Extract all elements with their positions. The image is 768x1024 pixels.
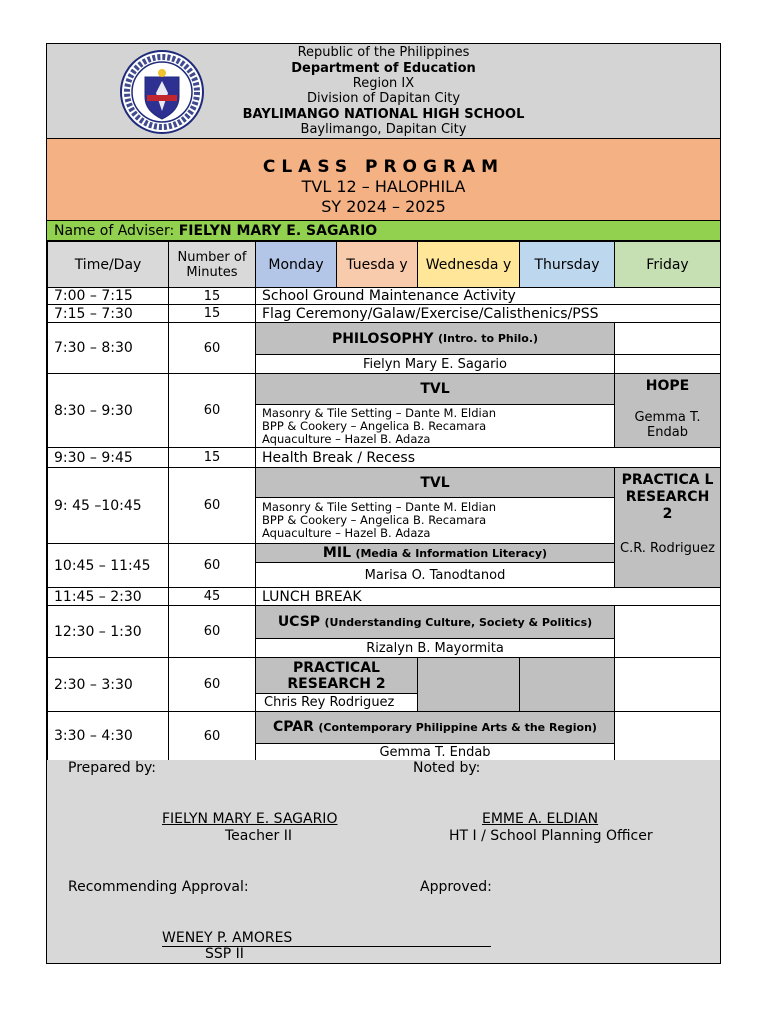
tvl-teacher-line: BPP & Cookery – Angelica B. Recamara: [262, 513, 487, 527]
column-header-wednesday: Wednesda y: [417, 241, 520, 288]
section-name: TVL 12 – HALOPHILA: [301, 177, 466, 196]
adviser-row: [47, 221, 720, 241]
time-cell: 3:30 – 4:30: [47, 711, 169, 761]
subject-cell-ucsp: UCSP (Understanding Culture, Society & Politics): [255, 605, 615, 639]
subject-cell-tvl: TVL: [255, 373, 615, 405]
header-school-name: BAYLIMANGO NATIONAL HIGH SCHOOL: [242, 107, 525, 122]
time-cell: 9: 45 –10:45: [47, 467, 169, 544]
empty-cell: [519, 657, 615, 712]
minutes-cell: 60: [168, 543, 256, 588]
teacher-cell: Rizalyn B. Mayormita: [255, 638, 615, 658]
adviser-label: Name of Adviser:: [54, 223, 175, 239]
column-header-time: Time/Day: [47, 241, 169, 288]
recommending-title: SSP II: [205, 946, 244, 962]
subject-cell-tvl: TVL: [255, 467, 615, 498]
time-cell: 7:15 – 7:30: [47, 304, 169, 323]
header-division: Division of Dapitan City: [306, 91, 461, 106]
time-cell: 11:45 – 2:30: [47, 587, 169, 606]
time-cell: 2:30 – 3:30: [47, 657, 169, 712]
column-header-monday: Monday: [255, 241, 337, 288]
tvl-teachers-cell: [255, 404, 615, 448]
tvl-teacher-line: Aquaculture – Hazel B. Adaza: [262, 526, 431, 540]
empty-cell: [614, 711, 721, 761]
prepared-by-label: Prepared by:: [68, 760, 156, 776]
approved-label: Approved:: [420, 879, 492, 895]
recommending-name: WENEY P. AMORES: [162, 930, 293, 946]
subject-cell-mil: MIL (Media & Information Literacy): [255, 543, 615, 563]
noted-by-label: Noted by:: [413, 760, 481, 776]
minutes-cell: 60: [168, 711, 256, 761]
minutes-cell: 60: [168, 322, 256, 374]
school-year: SY 2024 – 2025: [321, 197, 446, 216]
adviser-name: FIELYN MARY E. SAGARIO: [178, 223, 378, 239]
minutes-cell: 60: [168, 467, 256, 544]
activity-cell: Health Break / Recess: [255, 447, 721, 468]
signature-section: [47, 760, 720, 963]
minutes-cell: 60: [168, 657, 256, 712]
minutes-cell: 45: [168, 587, 256, 606]
friday-teacher: C.R. Rodriguez: [620, 541, 715, 556]
minutes-cell: 15: [168, 287, 256, 305]
minutes-cell: 60: [168, 605, 256, 658]
friday-subject: HOPE: [645, 378, 690, 394]
empty-cell: [614, 605, 721, 658]
tvl-teacher-line: BPP & Cookery – Angelica B. Recamara: [262, 418, 487, 433]
header-republic: Republic of the Philippines: [297, 45, 470, 60]
subject-cell-philosophy: PHILOSOPHY (Intro. to Philo.): [255, 322, 615, 355]
column-header-thursday: Thursday: [519, 241, 615, 288]
title-block: [47, 139, 720, 221]
column-header-tuesday: Tuesda y: [336, 241, 418, 288]
prepared-by-title: Teacher II: [225, 828, 293, 844]
activity-cell: LUNCH BREAK: [255, 587, 721, 606]
minutes-cell: 60: [168, 373, 256, 448]
friday-subject: PRACTICA L RESEARCH 2: [621, 472, 714, 522]
friday-hope-cell: [614, 373, 721, 448]
time-cell: 9:30 – 9:45: [47, 447, 169, 468]
noted-by-title: HT I / School Planning Officer: [449, 828, 653, 844]
prepared-by-name: FIELYN MARY E. SAGARIO: [162, 811, 338, 827]
subject-cell-cpar: CPAR (Contemporary Philippine Arts & the Region): [255, 711, 615, 744]
column-header-friday: Friday: [614, 241, 721, 288]
friday-practical-research-cell: [614, 467, 721, 588]
time-cell: 10:45 – 11:45: [47, 543, 169, 588]
column-header-minutes: Number of Minutes: [168, 241, 256, 288]
tvl-teacher-line: Aquaculture – Hazel B. Adaza: [262, 431, 431, 446]
empty-cell: [614, 657, 721, 712]
activity-cell: Flag Ceremony/Galaw/Exercise/Calisthenics/PSS: [255, 304, 721, 323]
empty-cell: [614, 322, 721, 355]
empty-cell: [417, 657, 520, 712]
time-cell: 12:30 – 1:30: [47, 605, 169, 658]
tvl-teacher-line: Masonry & Tile Setting – Dante M. Eldian: [262, 405, 497, 420]
page-title: CLASS PROGRAM: [262, 157, 505, 177]
noted-by-name: EMME A. ELDIAN: [482, 811, 599, 827]
subject-cell-practical-research: PRACTICAL RESEARCH 2: [255, 657, 418, 694]
teacher-cell: Fielyn Mary E. Sagario: [255, 354, 615, 374]
friday-teacher: Gemma T. Endab: [634, 410, 701, 440]
header-department: Department of Education: [291, 61, 476, 76]
tvl-teachers-cell: [255, 497, 615, 544]
class-program-document: [46, 43, 721, 964]
minutes-cell: 15: [168, 447, 256, 468]
minutes-cell: 15: [168, 304, 256, 323]
teacher-cell: Gemma T. Endab: [255, 743, 615, 761]
header-school-address: Baylimango, Dapitan City: [300, 122, 467, 137]
tvl-teacher-line: Masonry & Tile Setting – Dante M. Eldian: [262, 500, 497, 514]
recommending-approval-label: Recommending Approval:: [68, 879, 249, 895]
time-cell: 8:30 – 9:30: [47, 373, 169, 448]
header-region: Region IX: [352, 76, 415, 91]
time-cell: 7:30 – 8:30: [47, 322, 169, 374]
letterhead: [47, 44, 720, 139]
activity-cell: School Ground Maintenance Activity: [255, 287, 721, 305]
teacher-cell: Chris Rey Rodriguez: [255, 693, 418, 712]
teacher-cell: Marisa O. Tanodtanod: [255, 562, 615, 588]
empty-cell: [614, 354, 721, 374]
time-cell: 7:00 – 7:15: [47, 287, 169, 305]
